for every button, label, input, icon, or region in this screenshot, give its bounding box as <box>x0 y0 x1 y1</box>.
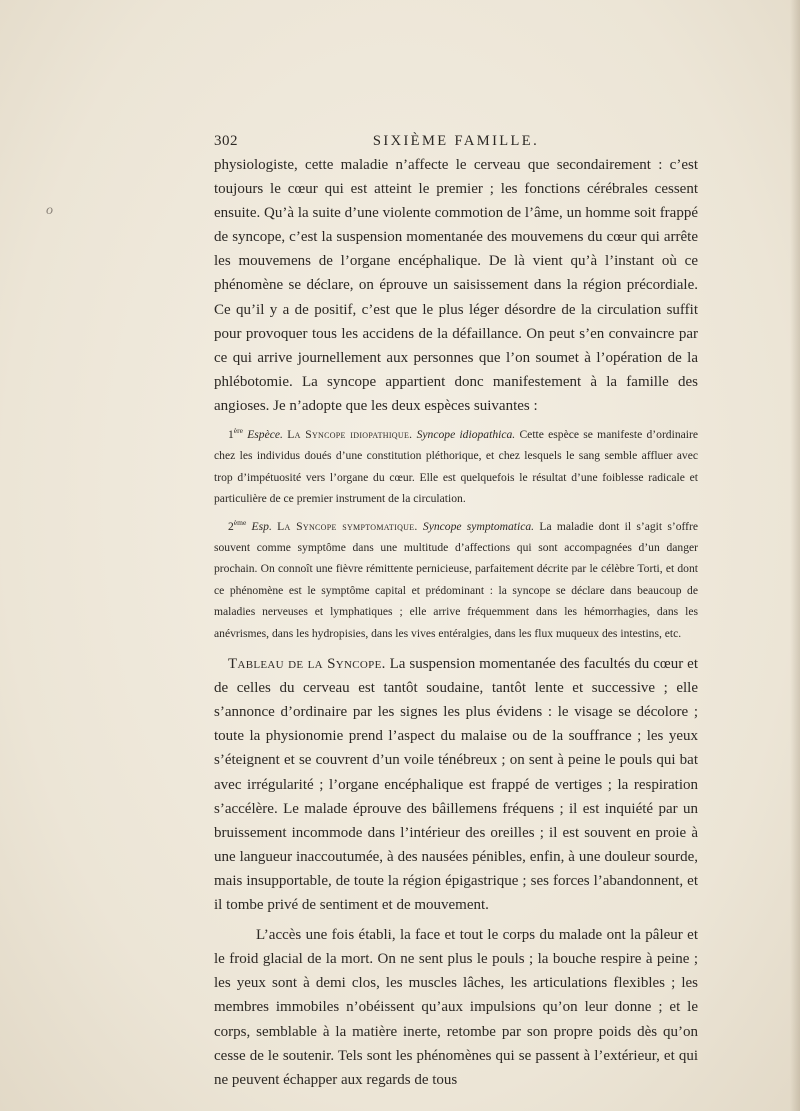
species-1-ordinal: ère <box>233 426 243 436</box>
species-1-number: 1 <box>228 428 234 442</box>
body-text <box>214 153 698 1092</box>
species-1-entry <box>214 424 698 510</box>
paragraph-final: L’accès une fois établi, la face et tout le corps du malade ont la pâleur et le froid glacial de la mort. On ne sent plus le pouls ; la bouche respire à peine ; les yeux sont à demi clos, les muscles lâches, les articulations flexibles ; les membres immobiles n’obéissent qu’aux impulsions qu’on leur donne ; et le corps, semblable à la matière inerte, retombe par son propre poids dès qu’on cesse de le soutenir. Tels sont les phénomènes qui se passent à l’extérieur, et qui ne peuvent échapper aux regards de tous <box>214 927 698 1088</box>
species-2-latin: Syncope symptomatica. <box>422 519 535 533</box>
species-2-entry <box>214 516 698 644</box>
species-1-latin: Syncope idiopathica. <box>416 428 516 442</box>
species-2-name: La Syncope symptomatique. <box>277 519 418 533</box>
species-2-label: Esp. <box>246 519 272 533</box>
tableau-text: La suspension momentanée des facultés du cœur et de celles du cerveau est tantôt soudaine, tantôt lente et successive ; elle s’annonce d’ordinaire par les signes les plus évidens : le visage se décolore ; toute la physionomie prend l’aspect du malaise ou de la souffrance ; les yeux s’éteignent et se couvrent d’un voile ténébreux ; on sent à peine le pouls qui bat avec irrégularité ; l’organe encéphalique est frappé de vertiges ; la respiration s’accélère. Le malade éprouve des bâillemens fréquens ; il est inquiété par un bruissement incommode dans l’intérieur des oreilles ; il est souvent en proie à une langueur inaccoutumée, à des nausées pénibles, enfin, à une douleur sourde, mais insupportable, de toute la région épigastrique ; ses forces l’abandonnent, et il tombe privé de sentiment et de mouvement. <box>214 656 698 914</box>
tableau-paragraph <box>214 652 698 917</box>
paragraph-intro: physiologiste, cette maladie n’affecte le cerveau que secondairement : c’est toujours le cœur qui est atteint le premier ; les fonctions cérébrales cessent ensuite. Qu’à la suite d’une violente commotion de l’âme, un homme soit frappé de syncope, c’est la suspension momentanée des mouvemens du cœur qui arrête les mouvemens de l’organe encéphalique. De là vient qu’à l’instant où ce phénomène se déclare, on éprouve un saisissement dans la région précordiale. Ce qu’il y a de positif, c’est que le plus léger désordre de la circulation suffit pour provoquer tous les accidens de la défaillance. On peut s’en convaincre par ce qui arrive journellement aux personnes que l’on soumet à l’opération de la phlébotomie. La syncope appartient donc manifestement à la famille des angioses. Je n’adopte que les deux espèces suivantes : <box>214 157 698 414</box>
margin-mark: o <box>46 203 53 218</box>
species-1-text: Cette espèce se manifeste d’ordinaire chez les individus doués d’une constitution pléthorique, et chez lesquels le sang semble affluer avec trop d’impétuosité vers l’organe du cœur. Elle est quelquefois le résultat d’une foiblesse radicale et particulière de ce premier instrument de la circulation. <box>214 428 698 506</box>
tableau-heading: Tableau de la Syncope. <box>228 656 386 673</box>
page-number: 302 <box>214 133 238 149</box>
species-1-label: Espèce. <box>242 428 283 442</box>
page-header <box>214 133 698 153</box>
species-2-text: La maladie dont il s’agit s’offre souvent comme symptôme dans une multitude d’affections qui sont accompagnées d’un danger prochain. On connoît une fièvre rémittente pernicieuse, parfaitement décrite par le célèbre Torti, et dont ce phénomène est le symptôme capital et prédominant : la syncope se déclare dans beaucoup de maladies nerveuses et lymphatiques ; elle arrive fréquemment dans les hémorrhagies, dans les anévrismes, dans les hydropisies, dans les vives entéralgies, dans les flux muqueux des intestins, etc. <box>214 519 699 640</box>
species-2-number: 2 <box>228 519 234 533</box>
species-1-name: La Syncope idiopathique. <box>287 428 413 442</box>
species-2-ordinal: ème <box>233 517 247 527</box>
running-title: SIXIÈME FAMILLE. <box>372 133 540 149</box>
